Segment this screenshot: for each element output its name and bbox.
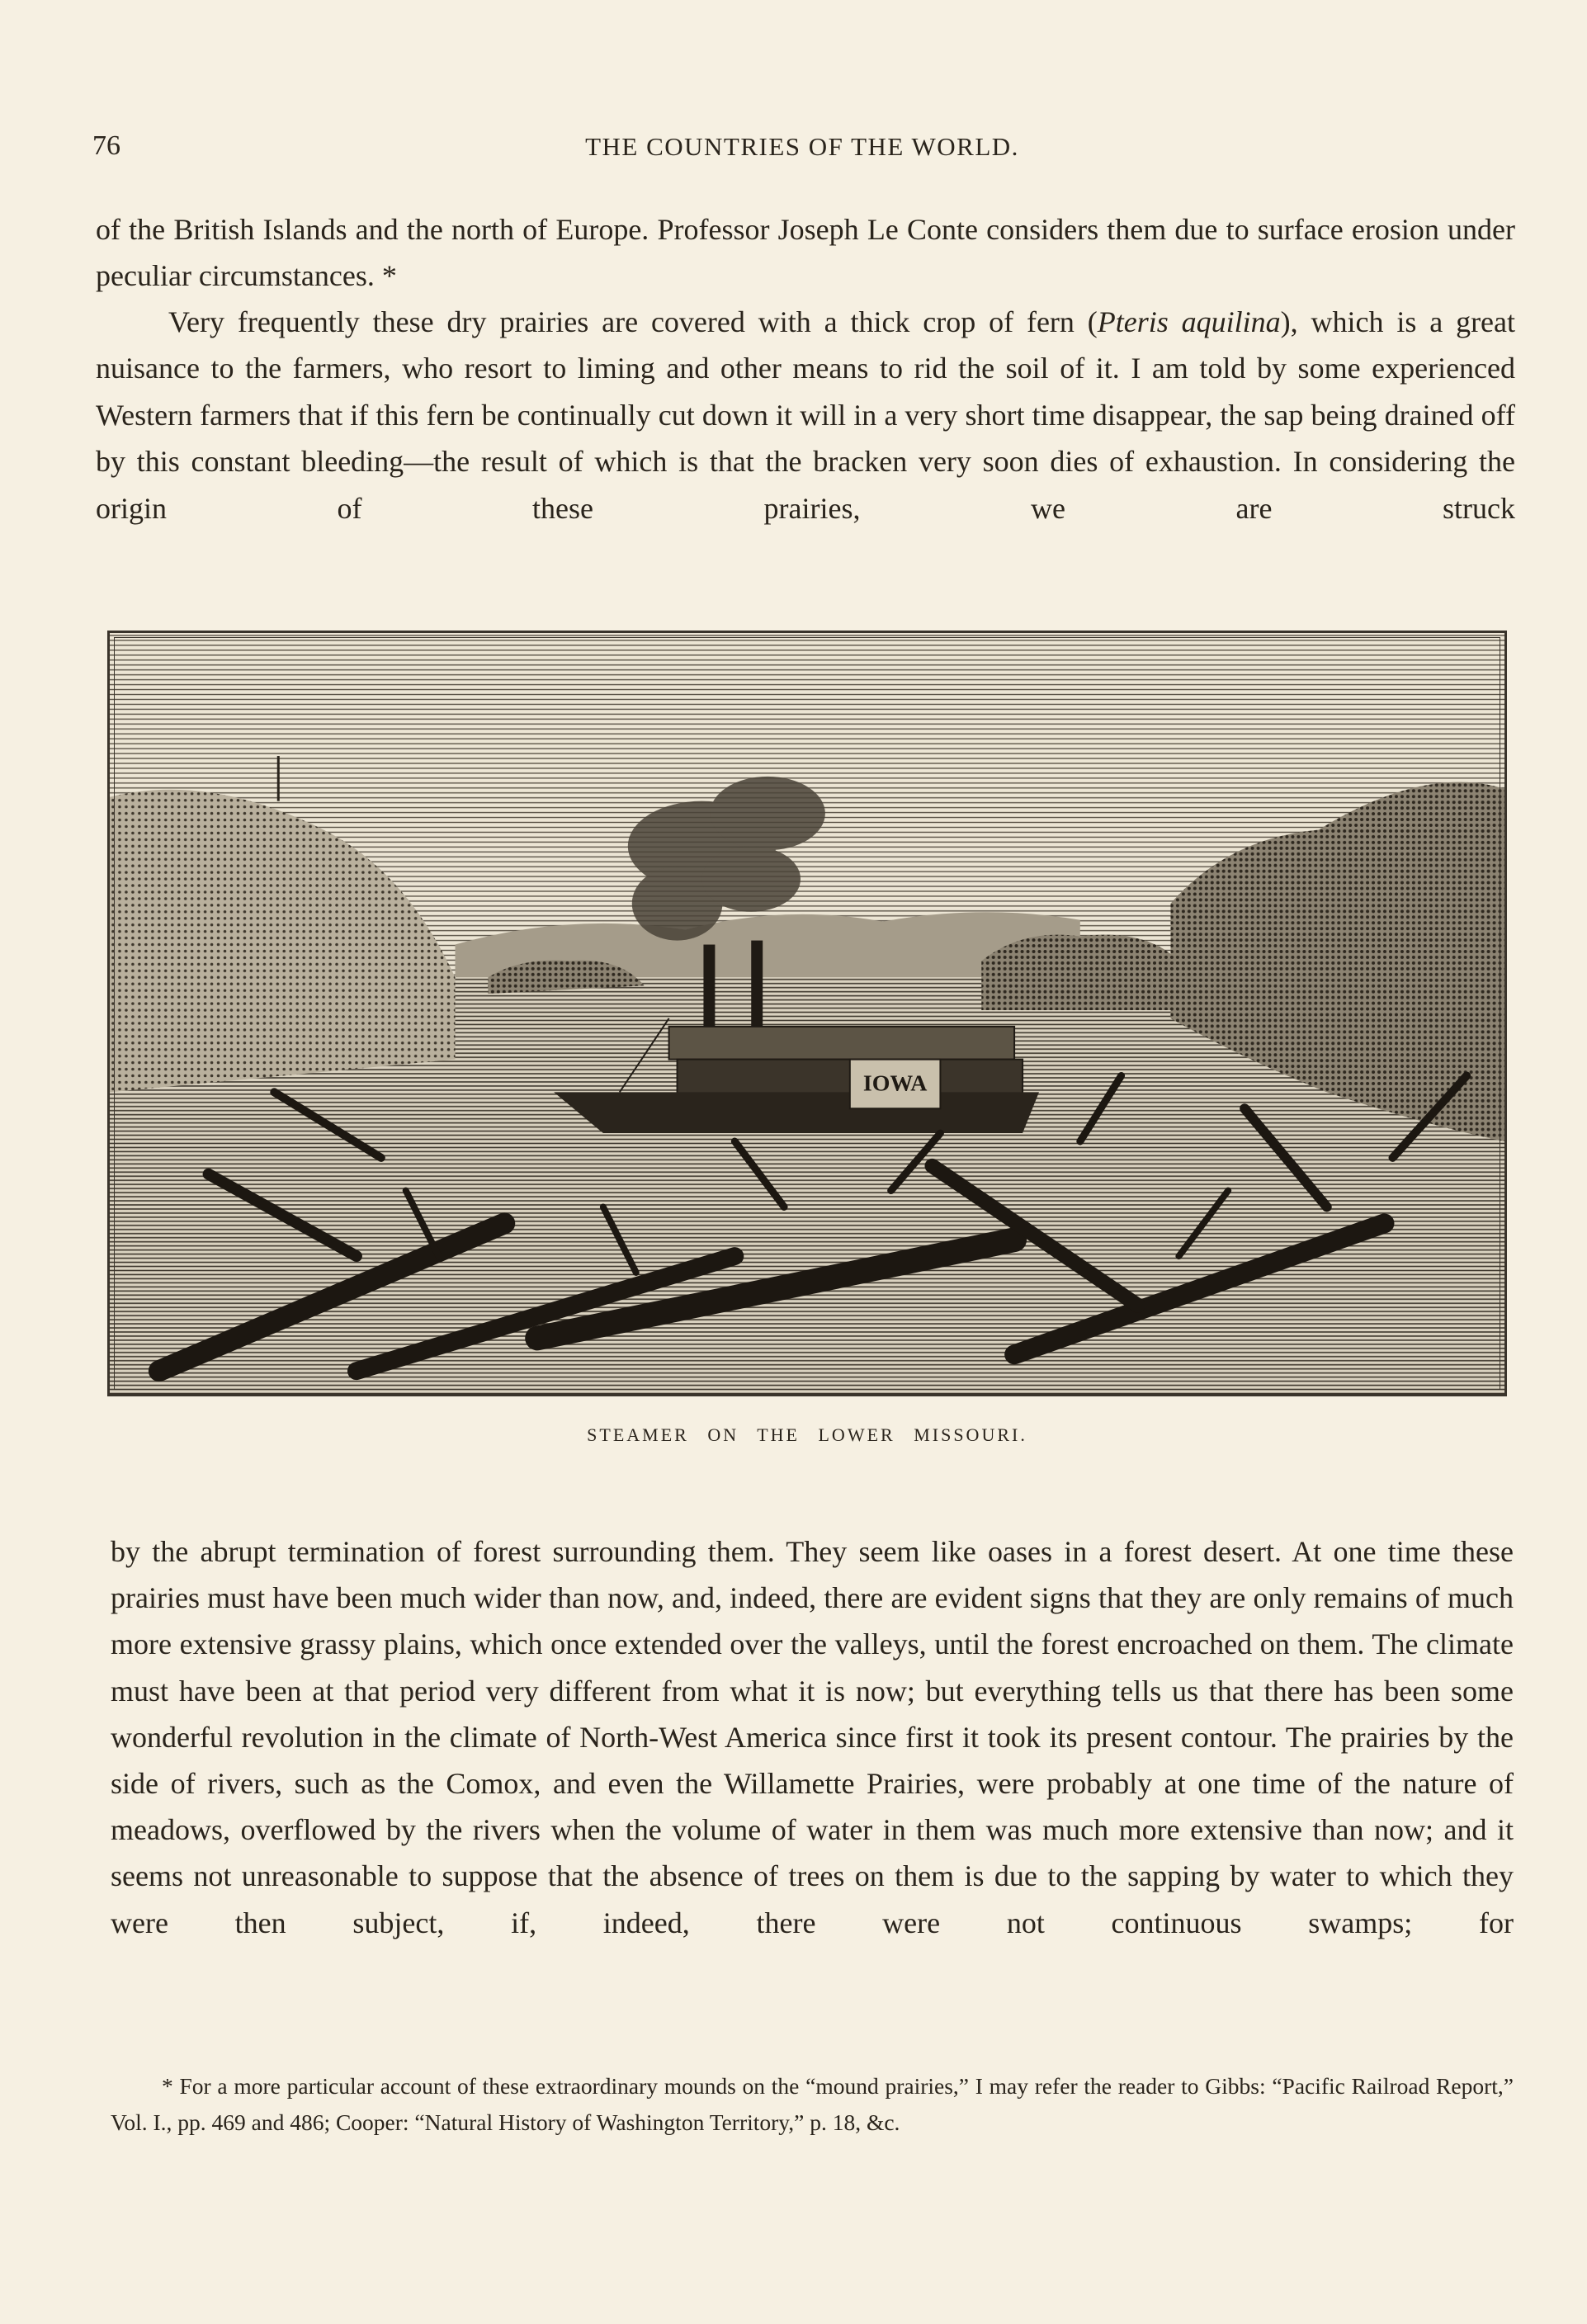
engraving-figure — [107, 631, 1507, 1396]
footnote-text: * For a more particular account of these extraordinary mounds on the “mound prairies,” I may refer the reader to Gibbs: “Pacific Railroad Report,” Vol. I., pp. 469 and 486; Cooper: “Natural History of Washington Territory,” p. 18, &c. — [111, 2073, 1514, 2135]
paragraph-2 — [96, 299, 1515, 531]
paragraph-3: by the abrupt termination of forest surrounding them. They seem like oases in a forest desert. At one time these prairies must have been much wider than now, and, indeed, there are evident signs that they are only remains of much more extensive grassy plains, which once extended over the valleys, until the forest encroached on them. The climate must have been at that period very different from what it is now; but everything tells us that there has been some wonderful revolution in the climate of North-West America since first it took its present contour. The prairies by the side of rivers, such as the Comox, and even the Willamette Prairies, were probably at one time of the nature of meadows, overflowed by the rivers when the volume of water in them was much more extensive than now; and it seems not unreasonable to suppose that the absence of trees on them is due to the sapping by water to which they were then subject, if, indeed, there were not continuous swamps; for — [111, 1535, 1514, 1939]
paragraph-2-lead: Very frequently these dry prairies are covered with a thick crop of fern ( — [168, 305, 1098, 338]
figure-caption: STEAMER ON THE LOWER MISSOURI. — [587, 1424, 1027, 1445]
steamer-engraving — [110, 633, 1504, 1394]
footnote — [111, 2068, 1514, 2141]
species-name-italic: Pteris aquilina — [1097, 305, 1281, 338]
running-head — [92, 130, 1512, 167]
paragraph-1: of the British Islands and the north of Europe. Professor Joseph Le Conte considers them due to surface erosion under peculiar circumstances. * — [96, 213, 1515, 293]
page-number: 76 — [92, 130, 120, 161]
running-title: THE COUNTRIES OF THE WORLD. — [585, 132, 1019, 161]
paragraph-2-rest: ), which is a great nuisance to the farmers, who resort to liming and other means to rid the soil of it. I am told by some experienced Western farmers that if this fern be continually cut down it will in a very short time disappear, the sap being drained off by this constant bleeding—the result of which is that the bracken very soon dies of exhaustion. In considering the origin of these prairies, we are struck — [96, 305, 1516, 525]
boat-name: IOWA — [862, 1070, 928, 1097]
far-trees — [981, 935, 1178, 1010]
